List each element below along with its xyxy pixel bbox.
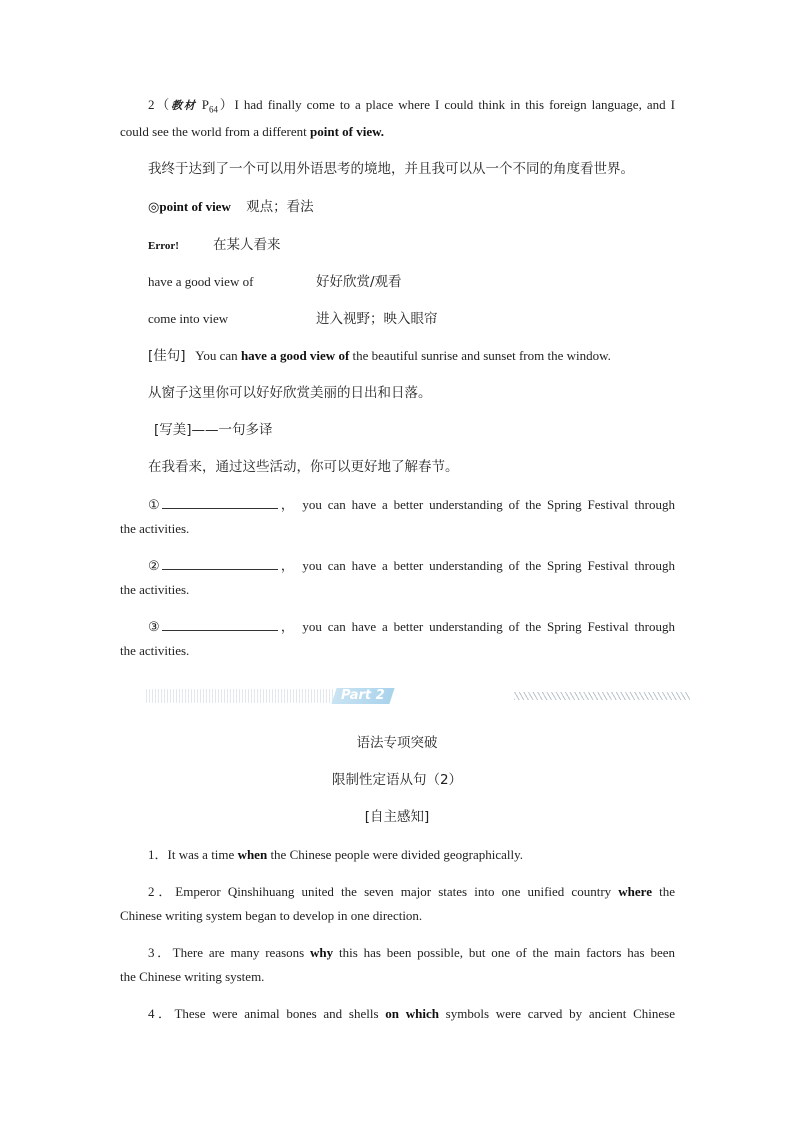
textbook-label: 教材 (171, 100, 197, 112)
phrase-2: come into view (148, 311, 229, 326)
exercise-item-1-cont: the activities. (120, 521, 190, 536)
sentence-1: 1．It was a time when the Chinese people were divided geographically. (148, 847, 524, 862)
phrase-error (148, 236, 179, 255)
part-subtitle: 限制性定语从句（2） (331, 772, 463, 788)
sentence-4: 4．These were animal bones and shells on which symbols were carved by ancient Chinese (148, 1006, 675, 1021)
example-keyword: have a good view of (240, 348, 350, 363)
phrase-1: have a good view of (148, 274, 254, 289)
sentence-3-cont: the Chinese writing system. (120, 969, 265, 984)
phrase-head-cn: 观点；看法 (246, 199, 314, 215)
item2-line2: could see the world from a different point of view. (120, 124, 385, 139)
exercise-item-3-cont: the activities. (120, 643, 190, 658)
example-sentence: [佳句] You can have a good view of the beautiful sunrise and sunset from the window. (148, 348, 611, 364)
phrase-1-cn: 好好欣赏/观看 (316, 274, 402, 290)
exercise-item-1: ① ， you can have a better understanding of the Spring Festival through (148, 497, 675, 512)
item2-text-a: I had finally come to a place where I could think in this foreign language, and I (234, 97, 675, 112)
example-translation: 从窗子这里你可以好好欣赏美丽的日出和日落。 (148, 385, 432, 401)
sentence-3: 3．There are many reasons why this has been possible, but one of the main factors has been (148, 945, 675, 960)
answer-blank-3[interactable] (162, 618, 278, 631)
exercise-item-2-cont: the activities. (120, 582, 190, 597)
exercise-tag: [写美]——一句多译 (154, 422, 273, 438)
phrase-2-cn: 进入视野；映入眼帘 (316, 311, 438, 327)
item2-number: 2 (148, 97, 155, 112)
banner-stripes-left (146, 689, 334, 703)
item2-keyword: point of view. (310, 124, 385, 139)
exercise-item-2: ② ， you can have a better understanding of the Spring Festival through (148, 558, 675, 573)
exercise-prompt: 在我看来，通过这些活动，你可以更好地了解春节。 (148, 459, 459, 475)
exercise-item-3: ③ ， you can have a better understanding of the Spring Festival through (148, 619, 675, 634)
item2-translation: 我终于达到了一个可以用外语思考的境地，并且我可以从一个不同的角度看世界。 (148, 161, 634, 177)
part-label: Part 2 (341, 688, 385, 703)
answer-blank-2[interactable] (162, 557, 278, 570)
answer-blank-1[interactable] (162, 496, 278, 509)
phrase-head (148, 198, 314, 216)
sentence-2-cont: Chinese writing system began to develop in one direction. (120, 908, 423, 923)
section-heading: [自主感知] (364, 809, 430, 825)
part-title: 语法专项突破 (356, 735, 438, 751)
item2-line1: 2（教材 $P_{64})I$ had finally come to a place where I could think in this foreign language, and I (148, 97, 675, 115)
error-text: Error! (148, 240, 179, 252)
example-tag: [佳句] (148, 348, 186, 364)
sentence-2: 2．Emperor Qinshihuang united the seven major states into one unified country where the (148, 884, 675, 899)
phrase-head-text: point of view (159, 199, 231, 214)
banner-stripes-right (514, 692, 690, 700)
phrase-head-mark: ◎ (148, 199, 160, 214)
phrase-error-cn: 在某人看来 (213, 237, 281, 253)
